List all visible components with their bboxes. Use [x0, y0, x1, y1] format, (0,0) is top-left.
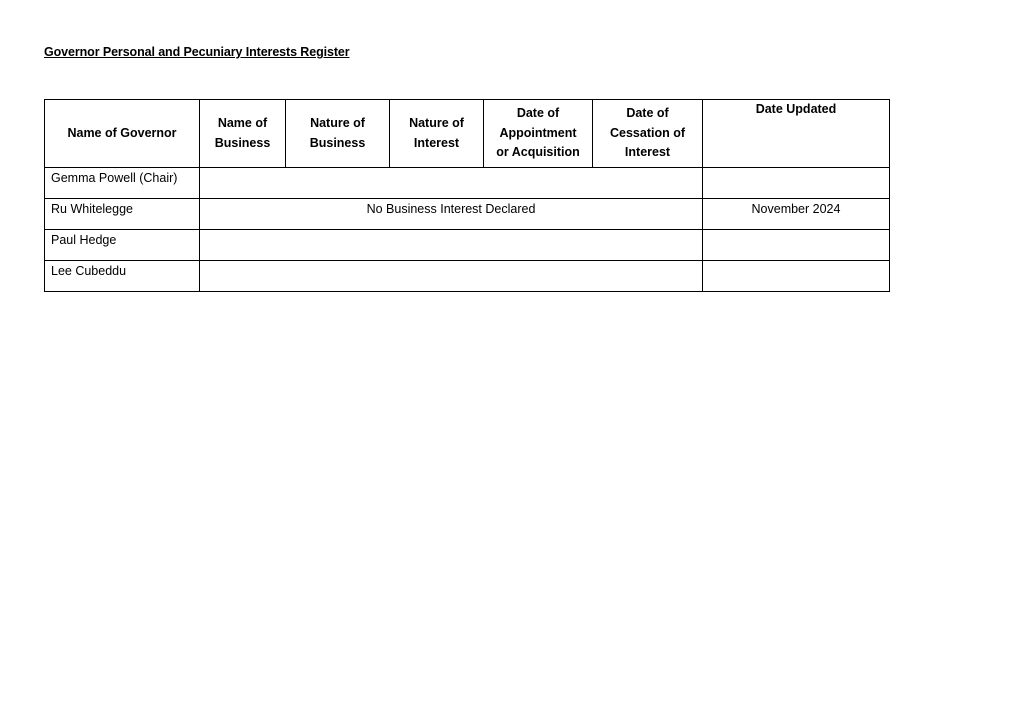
date-updated-cell	[703, 230, 890, 261]
date-updated-cell	[703, 168, 890, 199]
header-line: Interest	[413, 135, 460, 150]
interest-details-cell	[200, 261, 703, 292]
table-row	[45, 261, 890, 292]
header-date-of-appointment	[484, 100, 593, 168]
header-line: Nature of	[310, 116, 365, 130]
header-nature-of-interest	[390, 100, 484, 168]
governor-name-cell: Gemma Powell (Chair)	[45, 168, 200, 199]
interest-details-cell: No Business Interest Declared	[200, 199, 703, 230]
date-updated-cell: November 2024	[703, 199, 890, 230]
header-line: Appointment	[499, 125, 577, 140]
header-line: Business	[309, 135, 366, 150]
header-name-of-governor: Name of Governor	[45, 100, 200, 168]
header-line: Nature of	[409, 116, 464, 130]
header-line: Date of	[626, 106, 669, 121]
header-line: Cessation of	[609, 125, 685, 140]
interest-details-cell	[200, 168, 703, 199]
table-row	[45, 199, 890, 230]
table-row	[45, 230, 890, 261]
governor-name-cell: Lee Cubeddu	[45, 261, 200, 292]
header-name-of-business	[200, 100, 286, 168]
header-line: Date of	[516, 106, 560, 121]
date-updated-cell	[703, 261, 890, 292]
page-title: Governor Personal and Pecuniary Interests Register	[44, 45, 350, 59]
table-row	[45, 168, 890, 199]
governor-name-cell: Paul Hedge	[45, 230, 200, 261]
governor-name-cell: Ru Whitelegge	[45, 199, 200, 230]
header-line: or Acquisition	[496, 145, 580, 160]
header-date-of-cessation	[593, 100, 703, 168]
header-nature-of-business	[286, 100, 390, 168]
interests-register-table	[44, 99, 890, 292]
header-line: Business	[214, 135, 271, 150]
interest-details-cell	[200, 230, 703, 261]
header-line: Interest	[624, 145, 671, 160]
table-header-row	[45, 100, 890, 168]
header-date-updated: Date Updated	[703, 100, 890, 168]
header-line: Name of	[217, 116, 268, 130]
